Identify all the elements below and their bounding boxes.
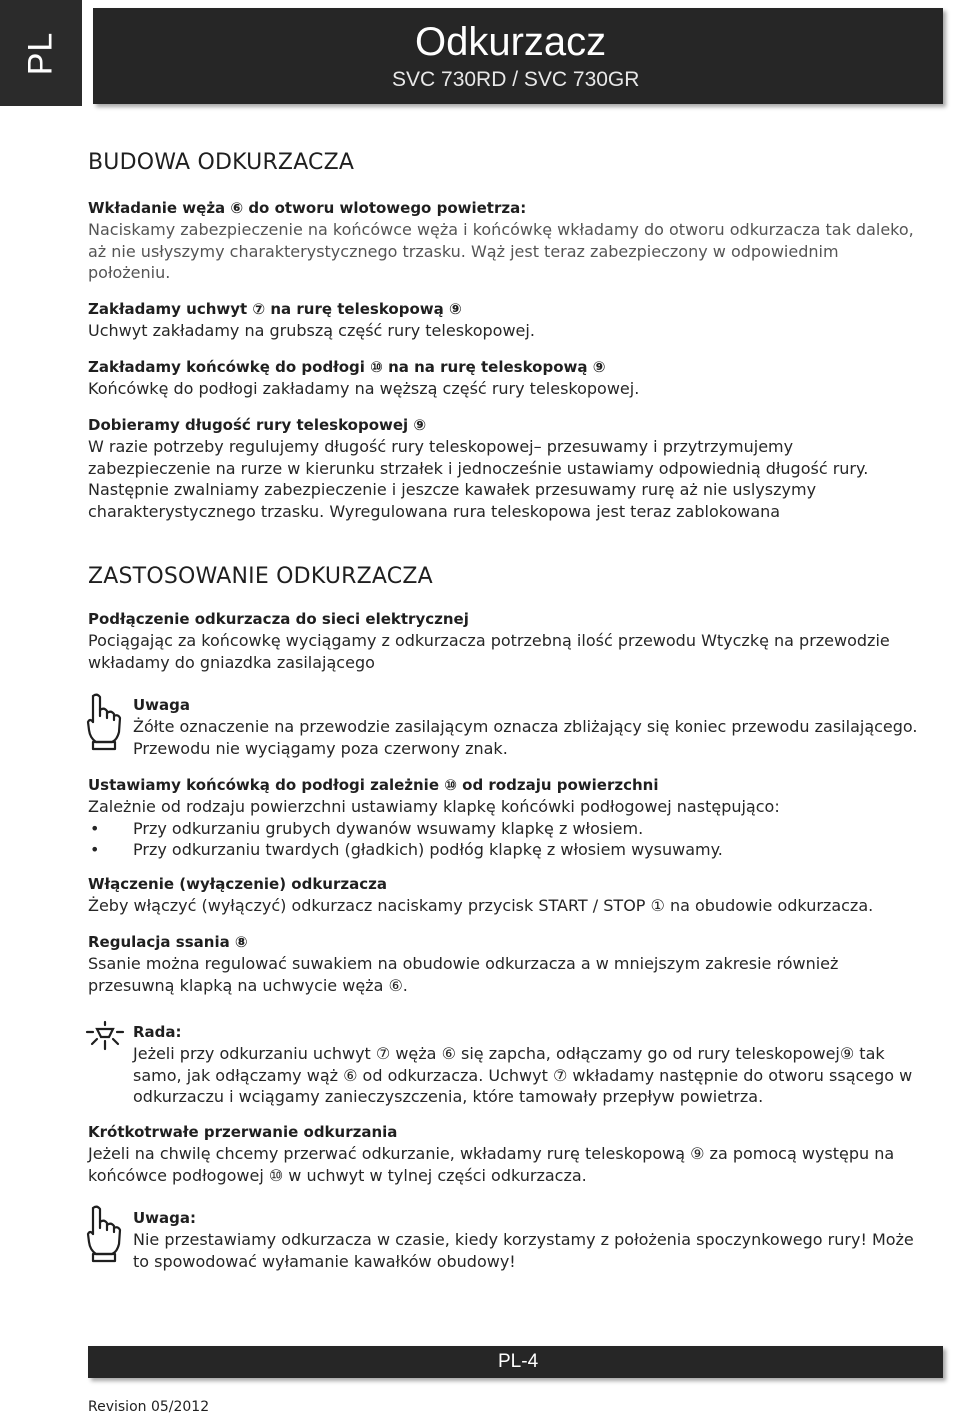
note-parking-block xyxy=(133,1208,933,1272)
power-switch-title: Włączenie (wyłączenie) odkurzacza xyxy=(88,875,387,893)
floor-nozzle-block xyxy=(88,357,918,400)
tube-length-block xyxy=(88,415,918,522)
note-cord-title: Uwaga xyxy=(133,696,191,714)
nozzle-setting-title: Ustawiamy końcówką do podłogi zależnie ⑩ od rodzaju powierzchni xyxy=(88,776,659,794)
handle-mount-title: Zakładamy uchwyt ⑦ na rurę teleskopową ⑨ xyxy=(88,300,462,318)
nozzle-setting-text: Zależnie od rodzaju powierzchni ustawiamy klapkę końcówki podłogowej następująco: xyxy=(88,797,780,816)
power-connect-text: Pociągając za końcowkę wyciągamy z odkurzacza potrzebną ilość przewodu Wtyczkę na przewodzie wkładamy do gniazdka zasilającego xyxy=(88,631,890,672)
suction-control-block xyxy=(88,932,918,996)
light-bulb-icon xyxy=(83,1020,127,1056)
language-label: PL xyxy=(21,31,60,75)
pause-block xyxy=(88,1122,918,1186)
hose-insert-text: Naciskamy zabezpieczenie na końcówce węża i końcówkę wkładamy do otworu odkurzacza tak daleko, aż nie usłyszymy charakterystycznego trzasku. Wąż jest teraz zabezpieczony w odpowiednim położeniu. xyxy=(88,220,914,282)
suction-control-title: Regulacja ssania ⑧ xyxy=(88,933,248,951)
bullet-marker: • xyxy=(90,840,100,859)
list-item-text: Przy odkurzaniu grubych dywanów wsuwamy klapkę z włosiem. xyxy=(133,818,644,838)
bullet-marker: • xyxy=(90,818,100,838)
header-bar xyxy=(93,8,943,104)
floor-nozzle-text: Końcówkę do podłogi zakładamy na węższą część rury teleskopowej. xyxy=(88,379,640,398)
hose-insert-title: Wkładanie węża ⑥ do otworu wlotowego powietrza: xyxy=(88,199,527,217)
handle-mount-text: Uchwyt zakładamy na grubszą część rury teleskopowej. xyxy=(88,321,535,340)
tube-length-text: W razie potrzeby regulujemy długość rury teleskopowej– przesuwamy i przytrzymujemy zabezpieczenie na rurze w kierunku strzałek i jednocześnie ustawiamy odpowiednią długość rury. Następnie zwalniamy zabezpieczenie i jeszcze kawałek przesuwamy rurę aż nie uslyszymy charakterystycznego trzasku. Wyregulowana rura teleskopowa jest teraz zablokowana xyxy=(88,437,869,521)
suction-control-text: Ssanie można regulować suwakiem na obudowie odkurzacza a w mniejszym zakresie również przesuwną klapką na uchwycie węża ⑥. xyxy=(88,954,839,995)
handle-mount-block xyxy=(88,299,918,342)
pause-text: Jeżeli na chwilę chcemy przerwać odkurzanie, wkładamy rurę teleskopową ⑨ za pomocą występu na końcówce podłogowej ⑩ w uchwyt w tylnej części odkurzacza. xyxy=(88,1144,895,1185)
power-connect-block xyxy=(88,609,918,673)
nozzle-setting-list xyxy=(88,818,918,861)
model-subtitle: SVC 730RD / SVC 730GR xyxy=(392,68,640,91)
floor-nozzle-title: Zakładamy końcówkę do podłogi ⑩ na na rurę teleskopową ⑨ xyxy=(88,358,606,376)
footer-bar xyxy=(88,1346,943,1378)
pointing-hand-icon xyxy=(84,1204,124,1270)
pause-title: Krótkotrwałe przerwanie odkurzania xyxy=(88,1123,398,1141)
power-connect-title: Podłączenie odkurzacza do sieci elektrycznej xyxy=(88,610,469,628)
list-item-text: Przy odkurzaniu twardych (gładkich) podłóg klapkę z włosiem wysuwamy. xyxy=(133,840,723,859)
revision-label: Revision 05/2012 xyxy=(88,1399,210,1415)
tip-text: Jeżeli przy odkurzaniu uchwyt ⑦ węża ⑥ się zapcha, odłączamy go od rury teleskopowej⑨ tak samo, jak odłączamy wąż ⑥ od odkurzacza. Uchwyt ⑦ wkładamy następnie do otworu ssącego w odkurzaczu i wciągamy zanieczyszczenia, które tamowały przepływ powietrza. xyxy=(133,1044,913,1106)
language-tab xyxy=(0,0,82,106)
pointing-hand-icon xyxy=(84,692,124,758)
tube-length-title: Dobieramy długość rury teleskopowej ⑨ xyxy=(88,416,427,434)
note-parking-text: Nie przestawiamy odkurzacza w czasie, kiedy korzystamy z położenia spoczynkowego rury! Może to spowodować wyłamanie kawałków obudowy! xyxy=(133,1230,914,1271)
section-heading-construction: BUDOWA ODKURZACZA xyxy=(88,150,355,175)
note-parking-title: Uwaga: xyxy=(133,1209,197,1227)
note-cord-block xyxy=(133,695,933,759)
tip-title: Rada: xyxy=(133,1023,182,1041)
list-item xyxy=(88,839,918,861)
tip-block xyxy=(133,1022,933,1108)
page-title: Odkurzacz xyxy=(415,20,607,64)
section-heading-usage: ZASTOSOWANIE ODKURZACZA xyxy=(88,564,433,589)
nozzle-setting-block xyxy=(88,775,918,861)
power-switch-block xyxy=(88,874,918,917)
note-cord-text: Żółte oznaczenie na przewodzie zasilającym oznacza zbliżający się koniec przewodu zasilającego. Przewodu nie wyciągamy poza czerwony znak. xyxy=(133,717,918,758)
hose-insert-block xyxy=(88,198,918,284)
list-item xyxy=(88,818,918,840)
page-number: PL-4 xyxy=(498,1351,539,1372)
power-switch-text: Żeby włączyć (wyłączyć) odkurzacz naciskamy przycisk START / STOP ① na obudowie odkurzacza. xyxy=(88,896,874,915)
